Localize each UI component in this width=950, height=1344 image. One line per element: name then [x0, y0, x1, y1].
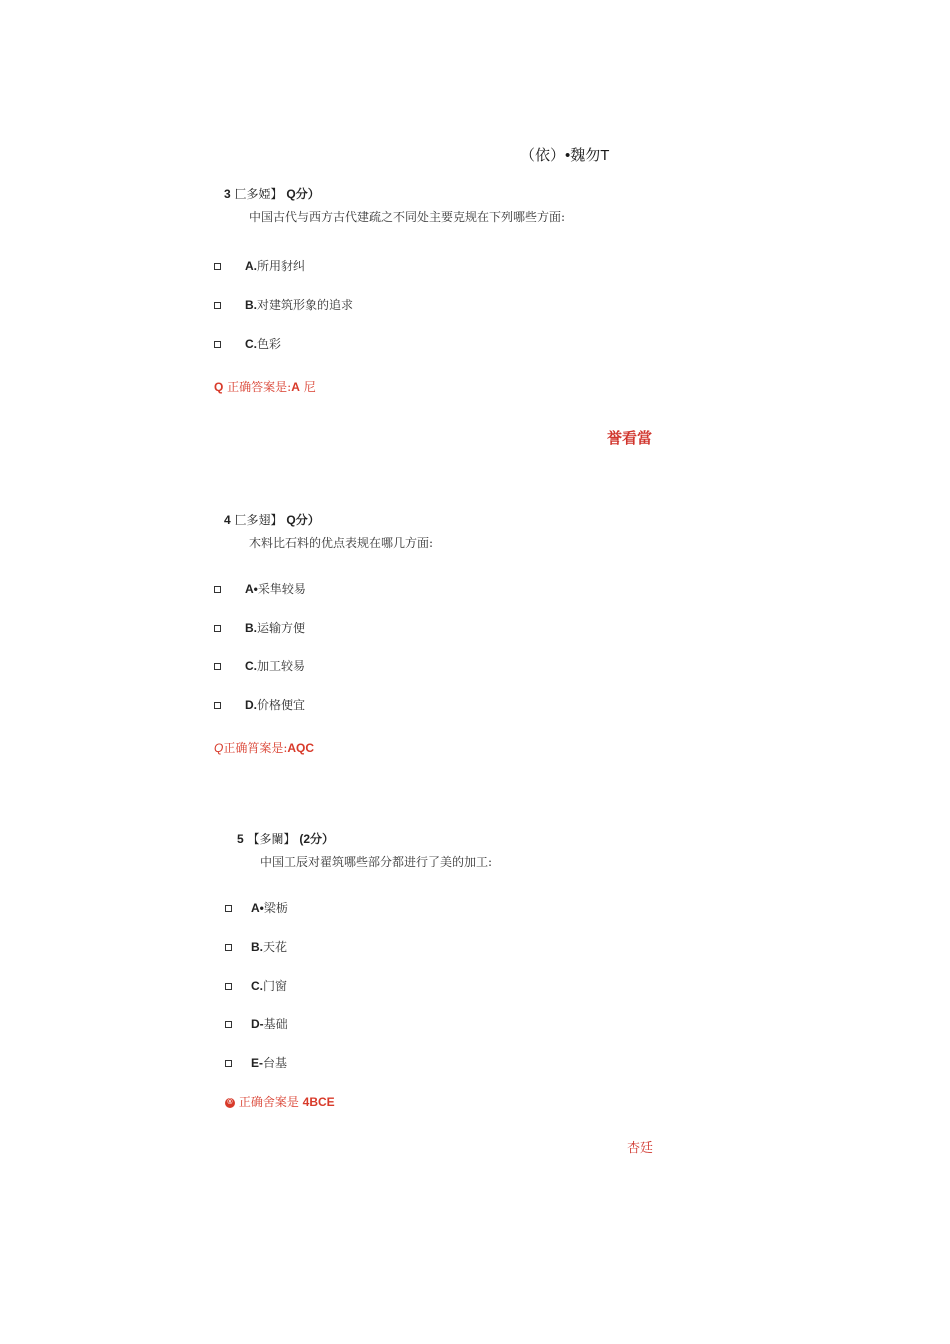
- option-d[interactable]: [251, 1015, 288, 1032]
- option-b-checkbox[interactable]: [214, 625, 221, 632]
- option-label: 对建筑形象的追求: [257, 298, 354, 312]
- answer-icon: ®: [225, 1098, 235, 1108]
- option-label: 色彩: [257, 337, 282, 351]
- correct-answer: [214, 739, 314, 756]
- answer-prefix: 正确筲案是:: [223, 741, 288, 755]
- question-score: Q分）: [286, 187, 320, 201]
- option-c-checkbox[interactable]: [225, 983, 232, 990]
- option-letter: C.: [245, 659, 257, 673]
- answer-value: AQC: [287, 741, 315, 755]
- option-c-checkbox[interactable]: [214, 663, 221, 670]
- option-letter: A•: [251, 901, 264, 915]
- option-label: 天花: [263, 940, 288, 954]
- question-number: 5: [237, 832, 244, 846]
- option-letter: C.: [251, 979, 263, 993]
- option-a[interactable]: [245, 257, 305, 274]
- question-score: (2分）: [299, 832, 335, 846]
- question-type: 【多闌】: [247, 832, 296, 846]
- option-b-checkbox[interactable]: [225, 944, 232, 951]
- option-a[interactable]: [251, 899, 288, 916]
- option-label: 采隼较易: [257, 582, 306, 596]
- question-header: [224, 185, 320, 202]
- answer-prefix: 正确答案是:: [227, 380, 292, 394]
- answer-suffix: 尼: [303, 380, 316, 394]
- option-letter: B.: [251, 940, 263, 954]
- view-link[interactable]: 誉看當: [607, 429, 653, 447]
- question-type: 匚多婭】: [234, 187, 283, 201]
- option-e-checkbox[interactable]: [225, 1060, 232, 1067]
- question-number: 3: [224, 187, 231, 201]
- option-label: 所用豺纠: [257, 259, 306, 273]
- option-e[interactable]: [251, 1054, 287, 1071]
- option-label: 门窗: [263, 979, 288, 993]
- question-header: [224, 511, 320, 528]
- option-label: 加工较易: [257, 659, 306, 673]
- option-letter: A•: [245, 582, 258, 596]
- answer-icon: Q: [214, 741, 224, 755]
- option-label: 运输方便: [257, 621, 306, 635]
- option-c[interactable]: [245, 335, 281, 352]
- option-letter: C.: [245, 337, 257, 351]
- header-link[interactable]: （依）•魏勿T: [520, 147, 610, 164]
- question-type: 匚多翅】: [234, 513, 283, 527]
- option-d-checkbox[interactable]: [214, 702, 221, 709]
- question-text: 中国工辰对翟筑哪些部分都进行了美的加工:: [260, 855, 493, 869]
- option-c-checkbox[interactable]: [214, 341, 221, 348]
- question-number: 4: [224, 513, 231, 527]
- question-text: 木料比石料的优点表规在哪几方面:: [249, 536, 434, 550]
- correct-answer: [225, 1093, 335, 1110]
- answer-icon: Q: [214, 380, 224, 394]
- bottom-link[interactable]: 杏廷: [627, 1141, 654, 1156]
- option-label: 台基: [263, 1056, 288, 1070]
- option-a[interactable]: [245, 580, 306, 597]
- answer-prefix: 正确舍案是: [238, 1095, 299, 1109]
- question-text: 中国古代与西方古代建疏之不同处主要克规在下列哪些方面:: [249, 210, 566, 224]
- option-label: 基础: [263, 1017, 288, 1031]
- correct-answer: [214, 378, 316, 395]
- option-c[interactable]: [251, 977, 287, 994]
- option-letter: D.: [245, 698, 257, 712]
- question-score: Q分）: [286, 513, 320, 527]
- question-header: [237, 830, 334, 847]
- option-b[interactable]: [245, 619, 305, 636]
- option-d[interactable]: [245, 696, 305, 713]
- option-letter: A.: [245, 259, 257, 273]
- option-letter: D-: [251, 1017, 264, 1031]
- option-b-checkbox[interactable]: [214, 302, 221, 309]
- option-a-checkbox[interactable]: [225, 905, 232, 912]
- option-letter: E-: [251, 1056, 263, 1070]
- option-d-checkbox[interactable]: [225, 1021, 232, 1028]
- option-b[interactable]: [251, 938, 287, 955]
- option-a-checkbox[interactable]: [214, 586, 221, 593]
- option-a-checkbox[interactable]: [214, 263, 221, 270]
- option-letter: B.: [245, 298, 257, 312]
- answer-value: 4BCE: [302, 1095, 335, 1109]
- option-c[interactable]: [245, 657, 305, 674]
- answer-value: A: [291, 380, 300, 394]
- option-label: 价格便宜: [257, 698, 306, 712]
- option-b[interactable]: [245, 296, 353, 313]
- option-label: 梁栃: [263, 901, 288, 915]
- option-letter: B.: [245, 621, 257, 635]
